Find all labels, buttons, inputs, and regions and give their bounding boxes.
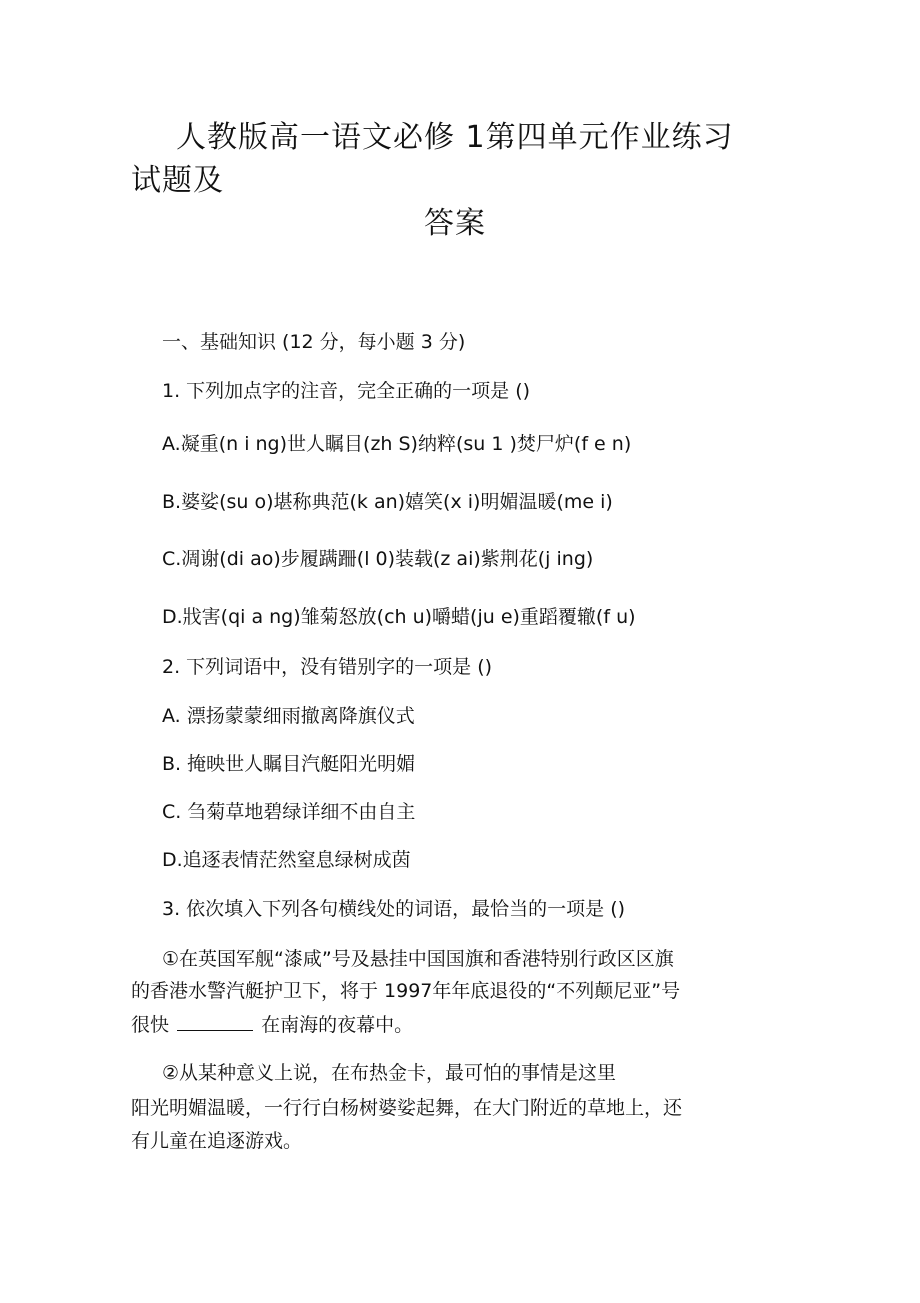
question-1-option-a: A.凝重(n i ng)世人瞩目(zh S)纳粹(su 1 )焚尸炉(f e n) (162, 433, 632, 455)
question-3-sentence-1-line-3 (131, 1010, 413, 1037)
title-line-1: 人教版高一语文必修 1第四单元作业练习 (176, 120, 734, 155)
question-3-sentence-2-line-3: 有儿童在追逐游戏。 (131, 1130, 303, 1152)
question-3-sentence-2-line-2: 阳光明媚温暖，一行行白杨树婆娑起舞，在大门附近的草地上，还 (131, 1097, 683, 1119)
fill-in-blank (177, 1014, 253, 1031)
title-line-2: 试题及 (131, 163, 224, 198)
question-3-stem: 3. 依次填入下列各句横线处的词语，最恰当的一项是 () (162, 898, 626, 920)
question-2-option-b: B. 掩映世人瞩目汽艇阳光明媚 (162, 753, 416, 775)
question-2-stem: 2. 下列词语中，没有错别字的一项是 () (162, 656, 493, 678)
question-1-option-c: C.凋谢(di ao)步履蹒跚(l 0)装载(z ai)紫荆花(j ing) (162, 548, 594, 570)
section-heading: 一、基础知识 (12 分，每小题 3 分) (162, 331, 466, 353)
question-2-option-d: D.追逐表情茫然窒息绿树成茵 (162, 849, 411, 871)
question-3-sentence-1-line-2: 的香港水警汽艇护卫下，将于 1997年年底退役的“不列颠尼亚”号 (131, 980, 681, 1002)
question-2-option-c: C. 刍菊草地碧绿详细不由自主 (162, 801, 416, 823)
question-1-option-d: D.戕害(qi a ng)雏菊怒放(ch u)嚼蜡(ju e)重蹈覆辙(f u) (162, 606, 636, 628)
question-3-sentence-2-line-1: ②从某种意义上说，在布热金卡，最可怕的事情是这里 (162, 1062, 617, 1084)
question-2-option-a: A. 漂扬蒙蒙细雨撤离降旗仪式 (162, 705, 415, 727)
question-1-option-b: B.婆娑(su o)堪称典范(k an)嬉笑(x i)明媚温暖(me i) (162, 491, 613, 513)
sentence-1-line-3-suffix: 在南海的夜幕中。 (261, 1014, 414, 1036)
sentence-1-line-3-prefix: 很快 (131, 1014, 170, 1036)
title-line-3: 答案 (424, 206, 486, 241)
question-3-sentence-1-line-1: ①在英国军舰“漆咸”号及悬挂中国国旗和香港特别行政区区旗 (162, 948, 674, 970)
question-1-stem: 1. 下列加点字的注音，完全正确的一项是 () (162, 380, 531, 402)
